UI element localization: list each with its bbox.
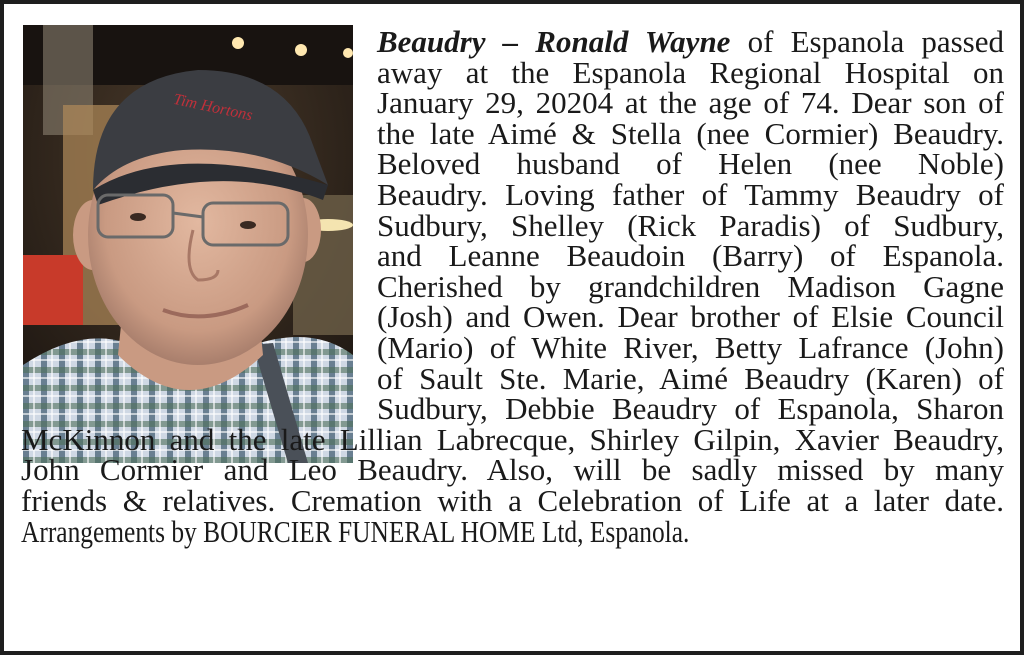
obituary-line-1	[377, 26, 1004, 57]
obituary-line-8	[377, 238, 1004, 274]
portrait-photo	[23, 25, 353, 463]
obituary-line-17	[21, 513, 1004, 549]
line-text: and Leanne Beaudoin (Barry) of Espanola.	[377, 238, 1004, 274]
obituary-line-13	[377, 391, 1004, 427]
obituary-line-7	[377, 207, 1004, 243]
obituary-line-9	[377, 268, 1004, 304]
deceased-name: Beaudry – Ronald Wayne	[377, 24, 731, 59]
line-text: Beaudry. Loving father of Tammy Beaudry of	[377, 177, 1004, 212]
line-text: (Josh) and Owen. Dear brother of Elsie Council	[377, 299, 1004, 335]
obituary-line-3	[377, 85, 1004, 121]
line-text: friends & relatives. Cremation with a Celebration of Life at a later date.	[21, 483, 1004, 518]
line-text: Arrangements by BOURCIER FUNERAL HOME Ltd, Espanola.	[21, 513, 690, 549]
line-text: Sudbury, Debbie Beaudry of Espanola, Sharon	[377, 391, 1004, 427]
obituary-line-12	[377, 360, 1004, 396]
line-text: John Cormier and Leo Beaudry. Also, will be sadly missed by many	[21, 452, 1004, 488]
line-text: away at the Espanola Regional Hospital on	[377, 54, 1004, 90]
obituary-line-10	[377, 299, 1004, 335]
line-text: the late Aimé & Stella (nee Cormier) Beaudry.	[377, 115, 1004, 151]
obituary-line-15	[21, 452, 1004, 488]
obituary-line-2	[377, 54, 1004, 90]
line-text: Cherished by grandchildren Madison Gagne	[377, 268, 1004, 304]
obituary-line-14	[21, 421, 1004, 457]
line-text: McKinnon and the late Lillian Labrecque, Shirley Gilpin, Xavier Beaudry,	[21, 421, 1004, 457]
line-text: (Mario) of White River, Betty Lafrance (John)	[377, 330, 1004, 365]
line-text: of Sault Ste. Marie, Aimé Beaudry (Karen) of	[377, 360, 1004, 396]
obituary-line-16	[21, 485, 1004, 516]
obituary-line-6	[377, 179, 1004, 210]
obituary-line-11	[377, 332, 1004, 363]
line-text: Sudbury, Shelley (Rick Paradis) of Sudbury,	[377, 207, 1004, 243]
svg-text:Tim Hortons: Tim Hortons	[171, 90, 255, 125]
line-text: January 29, 20204 at the age of 74. Dear son of	[377, 85, 1004, 121]
obituary-line-5	[377, 146, 1004, 182]
line-text: of Espanola passed	[730, 24, 1004, 59]
line-text: Beloved husband of Helen (nee Noble)	[377, 146, 1004, 182]
obituary-line-4	[377, 115, 1004, 151]
